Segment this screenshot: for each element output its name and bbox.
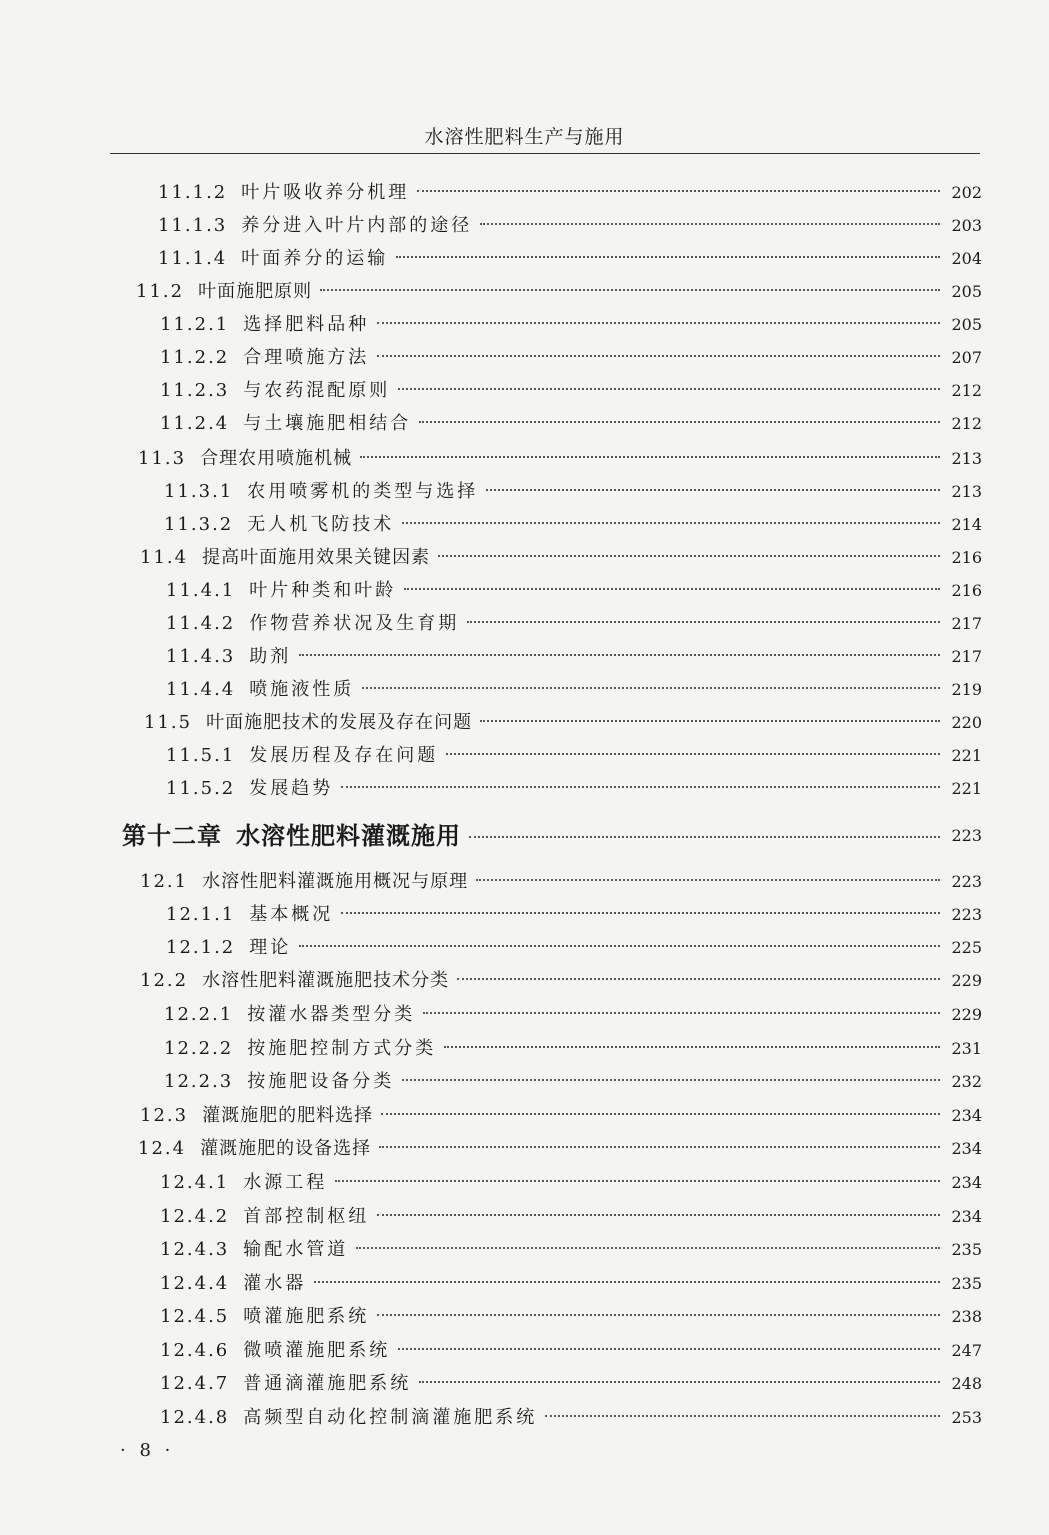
page-number: · 8 · [120,1440,175,1461]
toc-entry[interactable] [164,477,982,507]
toc-entry-page: 235 [951,1240,982,1259]
toc-entry-number: 11.3.1 [164,481,234,502]
toc-entry[interactable] [160,1168,982,1198]
toc-entry-number: 11.4 [140,547,189,568]
toc-leader-dots [335,1180,940,1182]
toc-entry-page: 232 [951,1072,982,1091]
toc-entry-number: 12.4.4 [160,1273,230,1294]
toc-entry-title: 合理喷施方法 [243,347,370,368]
toc-entry[interactable] [160,376,982,406]
toc-leader-dots [446,753,940,755]
toc-entry-title: 理论 [249,937,292,958]
toc-chapter-title: 水溶性肥料灌溉施用 [236,822,461,850]
toc-entry-page: 223 [951,905,982,924]
toc-entry-title: 水溶性肥料灌溉施肥技术分类 [202,970,450,991]
toc-entry-page: 234 [951,1207,982,1226]
toc-leader-dots [402,1079,940,1081]
toc-entry-title: 作物营养状况及生育期 [249,613,460,634]
toc-entry-page: 221 [951,746,982,765]
toc-entry[interactable] [140,867,982,897]
toc-leader-dots [398,1348,940,1350]
toc-entry-number: 12.1.2 [166,937,236,958]
toc-entry-page: 225 [951,938,982,957]
toc-entry-title: 按施肥控制方式分类 [247,1038,437,1059]
toc-entry-title: 按灌水器类型分类 [247,1004,416,1025]
toc-entry-page: 253 [951,1408,982,1427]
toc-leader-dots [314,1281,940,1283]
toc-entry-title: 发展历程及存在问题 [249,745,439,766]
toc-entry-number: 12.4.5 [160,1306,230,1327]
toc-entry-number: 11.1.2 [158,182,228,203]
toc-leader-dots [545,1415,940,1417]
toc-entry-title: 合理农用喷施机械 [200,448,353,469]
toc-entry-page: 247 [951,1341,982,1360]
toc-entry-title: 养分进入叶片内部的途径 [241,215,473,236]
toc-entry-number: 11.4.3 [166,646,236,667]
toc-entry[interactable] [140,966,982,996]
toc-entry-title: 灌溉施肥的肥料选择 [202,1105,374,1126]
toc-entry-title: 叶片种类和叶龄 [249,580,397,601]
toc-entry-title: 助剂 [249,646,292,667]
toc-entry-page: 203 [951,216,982,235]
toc-entry-page: 214 [951,515,982,534]
toc-entry-title: 无人机飞防技术 [247,514,395,535]
toc-leader-dots [423,1012,940,1014]
toc-entry-number: 11.3 [138,448,187,469]
toc-entry-title: 提高叶面施用效果关键因素 [202,547,431,568]
toc-entry-number: 11.2.1 [160,314,230,335]
toc-entry-title: 叶面施肥原则 [198,281,313,302]
toc-entry-number: 11.3.2 [164,514,234,535]
toc-entry-title: 发展趋势 [249,778,334,799]
toc-entry-page: 231 [951,1039,982,1058]
toc-entry-number: 12.4.6 [160,1340,230,1361]
toc-entry-title: 输配水管道 [243,1239,349,1260]
toc-entry-title: 基本概况 [249,904,334,925]
toc-leader-dots [402,522,940,524]
toc-entry[interactable] [164,1034,982,1064]
toc-entry[interactable] [158,211,982,241]
toc-entry-title: 喷灌施肥系统 [243,1306,370,1327]
toc-entry-title: 微喷灌施肥系统 [243,1340,391,1361]
toc-entry-page: 229 [951,1005,982,1024]
toc-entry[interactable] [160,1202,982,1232]
toc-leader-dots [444,1046,940,1048]
toc-entry-title: 喷施液性质 [249,679,355,700]
toc-entry-page: 205 [951,315,982,334]
toc-leader-dots [362,687,940,689]
toc-entry-number: 11.2.3 [160,380,230,401]
toc-leader-dots [404,588,940,590]
toc-entry-number: 12.4.8 [160,1407,230,1428]
toc-entry[interactable] [166,609,982,639]
toc-entry[interactable] [158,244,982,274]
toc-entry[interactable] [144,708,982,738]
toc-entry[interactable] [160,1235,982,1265]
toc-entry-page: 219 [951,680,982,699]
toc-entry-page: 213 [951,482,982,501]
toc-entry-title: 叶面施肥技术的发展及存在问题 [206,712,473,733]
toc-leader-dots [417,190,940,192]
toc-entry-number: 11.4.4 [166,679,236,700]
toc-entry-number: 11.4.1 [166,580,236,601]
toc-entry-number: 11.1.4 [158,248,228,269]
toc-leader-dots [480,223,940,225]
toc-entry-number: 11.1.3 [158,215,228,236]
toc-entry[interactable] [166,675,982,705]
toc-leader-dots [398,388,940,390]
toc-entry-page: 213 [951,449,982,468]
toc-entry-number: 11.2.2 [160,347,230,368]
toc-entry[interactable] [160,409,982,439]
toc-entry-number: 12.2.3 [164,1071,234,1092]
toc-leader-dots [381,1113,940,1115]
toc-entry-page: 221 [951,779,982,798]
toc-entry-number: 12.1.1 [166,904,236,925]
toc-leader-dots [480,720,940,722]
toc-entry-number: 12.4.3 [160,1239,230,1260]
toc-leader-dots [457,978,940,980]
toc-entry-number: 11.4.2 [166,613,236,634]
toc-leader-dots [469,836,940,838]
toc-entry-page: 248 [951,1374,982,1393]
toc-entry-page: 212 [951,381,982,400]
toc-entry-number: 12.4.1 [160,1172,230,1193]
toc-entry-page: 216 [951,548,982,567]
toc-leader-dots [360,456,940,458]
toc-entry[interactable] [164,510,982,540]
toc-entry-number: 11.5 [144,712,193,733]
toc-entry-title: 高频型自动化控制滴灌施肥系统 [243,1407,538,1428]
toc-leader-dots [467,621,940,623]
toc-entry-page: 238 [951,1307,982,1326]
toc-leader-dots [438,555,940,557]
toc-leader-dots [419,421,940,423]
toc-entry[interactable] [166,642,982,672]
toc-entry-number: 11.2 [136,281,185,302]
toc-entry-title: 按施肥设备分类 [247,1071,395,1092]
toc-entry-page: 216 [951,581,982,600]
toc-entry[interactable] [166,576,982,606]
toc-entry[interactable] [166,933,982,963]
toc-leader-dots [476,879,940,881]
toc-entry[interactable] [164,1067,982,1097]
toc-entry-page: 234 [951,1139,982,1158]
toc-entry-page: 217 [951,614,982,633]
toc-entry-title: 首部控制枢纽 [243,1206,370,1227]
toc-entry[interactable] [160,1403,982,1433]
toc-entry-title: 叶片吸收养分机理 [241,182,410,203]
toc-entry[interactable] [166,900,982,930]
toc-entry[interactable] [160,310,982,340]
toc-leader-dots [377,322,940,324]
toc-leader-dots [396,256,940,258]
toc-entry-page: 202 [951,183,982,202]
toc-entry-number: 12.2 [140,970,189,991]
toc-entry-page: 223 [951,872,982,891]
toc-entry[interactable] [136,277,982,307]
toc-leader-dots [486,489,940,491]
toc-entry[interactable] [160,1302,982,1332]
toc-entry-number: 12.4 [138,1138,187,1159]
toc-entry-page: 229 [951,971,982,990]
toc-entry[interactable] [166,774,982,804]
toc-entry-number: 11.2.4 [160,413,230,434]
toc-leader-dots [377,355,940,357]
toc-entry-page: 220 [951,713,982,732]
toc-entry-page: 217 [951,647,982,666]
toc-entry-number: 11.5.2 [166,778,236,799]
toc-leader-dots [320,289,940,291]
toc-entry[interactable] [166,741,982,771]
toc-entry-page: 205 [951,282,982,301]
toc-entry-number: 12.2.1 [164,1004,234,1025]
toc-entry[interactable] [160,343,982,373]
toc-entry-page: 234 [951,1173,982,1192]
toc-entry[interactable] [160,1336,982,1366]
toc-entry-number: 12.4.7 [160,1373,230,1394]
toc-entry-title: 农用喷雾机的类型与选择 [247,481,479,502]
toc-leader-dots [377,1314,940,1316]
toc-entry[interactable] [138,444,982,474]
toc-leader-dots [356,1247,940,1249]
toc-entry[interactable] [164,1000,982,1030]
toc-entry[interactable] [158,178,982,208]
toc-entry-title: 水溶性肥料灌溉施用概况与原理 [202,871,469,892]
running-header-title: 水溶性肥料生产与施用 [424,126,625,148]
toc-leader-dots [419,1381,940,1383]
toc-entry-number: 12.1 [140,871,189,892]
toc-entry[interactable] [140,1101,982,1131]
toc-entry-title: 叶面养分的运输 [241,248,389,269]
toc-entry-title: 水源工程 [243,1172,328,1193]
toc-leader-dots [299,654,940,656]
toc-entry-number: 11.5.1 [166,745,236,766]
toc-entry-title: 选择肥料品种 [243,314,370,335]
toc-entry-page: 207 [951,348,982,367]
toc-entry-title: 灌溉施肥的设备选择 [200,1138,372,1159]
toc-entry-page: 223 [951,826,982,845]
toc-leader-dots [299,945,940,947]
toc-leader-dots [341,786,940,788]
toc-entry[interactable] [138,1134,982,1164]
toc-leader-dots [341,912,940,914]
toc-leader-dots [379,1146,940,1148]
toc-entry-page: 212 [951,414,982,433]
toc-entry[interactable] [140,543,982,573]
toc-leader-dots [377,1214,940,1216]
toc-entry[interactable] [160,1369,982,1399]
toc-chapter-entry[interactable] [122,818,982,854]
toc-entry-title: 普通滴灌施肥系统 [243,1373,412,1394]
toc-chapter-number: 第十二章 [122,822,222,850]
toc-entry-title: 灌水器 [243,1273,307,1294]
toc-entry-page: 204 [951,249,982,268]
toc-entry-page: 235 [951,1274,982,1293]
toc-entry-number: 12.2.2 [164,1038,234,1059]
toc-entry-title: 与农药混配原则 [243,380,391,401]
toc-entry-page: 234 [951,1106,982,1125]
toc-entry-number: 12.3 [140,1105,189,1126]
toc-entry-number: 12.4.2 [160,1206,230,1227]
toc-entry-title: 与土壤施肥相结合 [243,413,412,434]
toc-entry[interactable] [160,1269,982,1299]
